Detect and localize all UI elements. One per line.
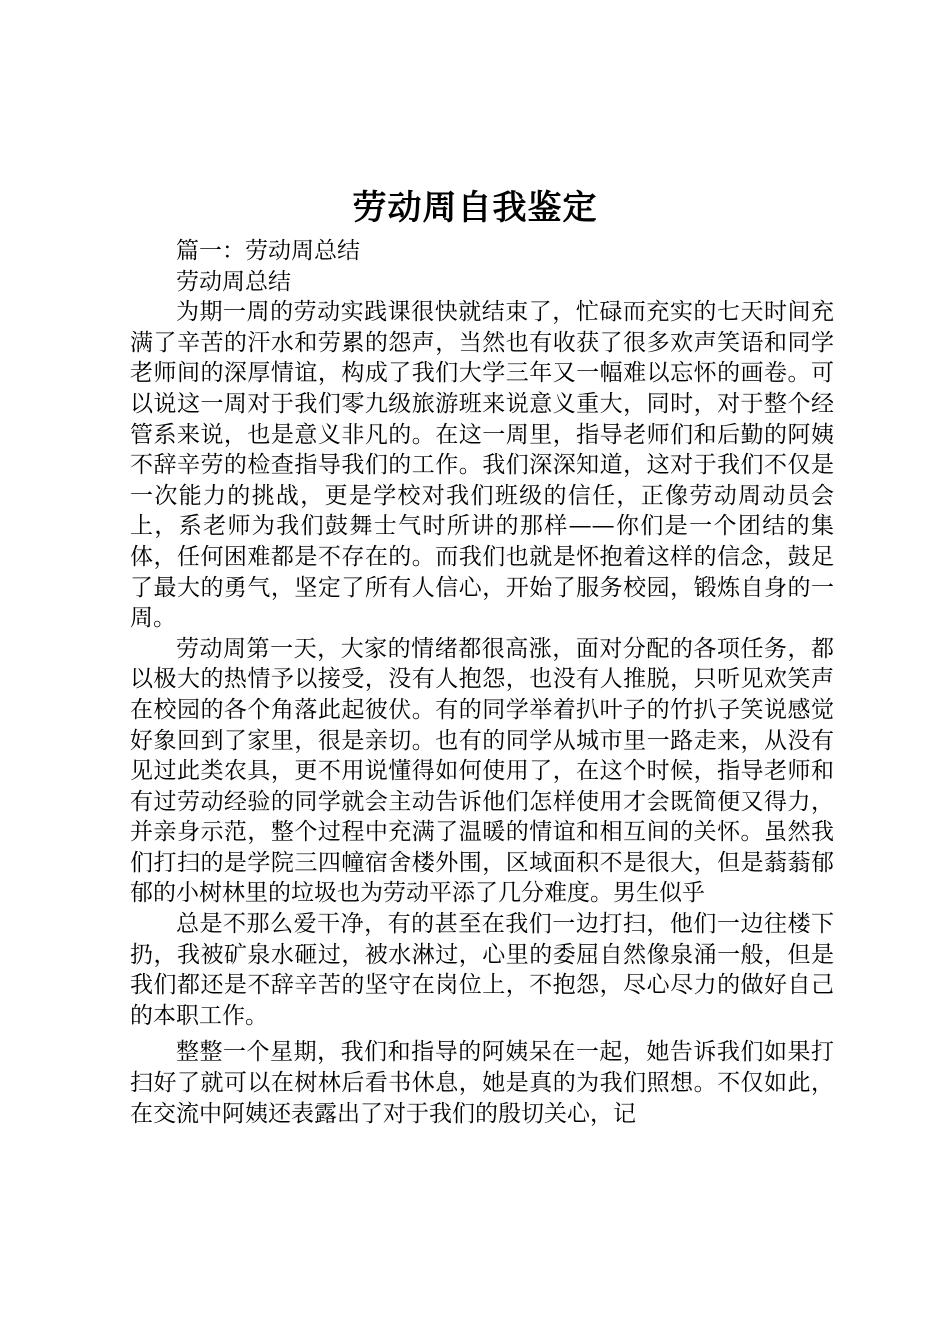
body-paragraph: 劳动周第一天，大家的情绪都很高涨，面对分配的各项任务，都以极大的热情予以接受，没有人抱怨，也没有人推脱，只听见欢笑声在校园的各个角落此起彼伏。有的同学举着扒叶子的竹扒子笑说感觉好象回到了家里，很是亲切。也有的同学从城市里一路走来，从没有见过此类农具，更不用说懂得如何使用了，在这个时候，指导老师和有过劳动经验的同学就会主动告诉他们怎样使用才会既简便又得力，并亲身示范，整个过程中充满了温暖的情谊和相互间的关怀。虽然我们打扫的是学院三四幢宿舍楼外围，区域面积不是很大，但是蓊蓊郁郁的小树林里的垃圾也为劳动平添了几分难度。男生似乎 xyxy=(130,635,834,907)
section-heading: 篇一：劳动周总结 xyxy=(176,238,360,264)
body-paragraph: 为期一周的劳动实践课很快就结束了，忙碌而充实的七天时间充满了辛苦的汗水和劳累的怨声，当然也有收获了很多欢声笑语和同学老师间的深厚情谊，构成了我们大学三年又一幅难以忘怀的画卷。可以说这一周对于我们零九级旅游班来说意义重大，同时，对于整个经管系来说，也是意义非凡的。在这一周里，指导老师们和后勤的阿姨不辞辛劳的检查指导我们的工作。我们深深知道，这对于我们不仅是一次能力的挑战，更是学校对我们班级的信任，正像劳动周动员会上，系老师为我们鼓舞士气时所讲的那样——你们是一个团结的集体，任何困难都是不存在的。而我们也就是怀抱着这样的信念，鼓足了最大的勇气，坚定了所有人信心，开始了服务校园，锻炼自身的一周。 xyxy=(130,299,834,632)
document-body xyxy=(130,236,834,1129)
body-paragraph: 整整一个星期，我们和指导的阿姨呆在一起，她告诉我们如果打扫好了就可以在树林后看书休息，她是真的为我们照想。不仅如此，在交流中阿姨还表露出了对于我们的殷切关心，记 xyxy=(130,1039,834,1127)
body-paragraph: 总是不那么爱干净，有的甚至在我们一边打扫，他们一边往楼下扔，我被矿泉水砸过，被水淋过，心里的委屈自然像泉涌一般，但是我们都还是不辞辛苦的坚守在岗位上，不抱怨，尽心尽力的做好自己的本职工作。 xyxy=(130,911,834,1029)
document-title: 劳动周自我鉴定 xyxy=(352,188,598,228)
subsection-heading: 劳动周总结 xyxy=(176,268,291,295)
